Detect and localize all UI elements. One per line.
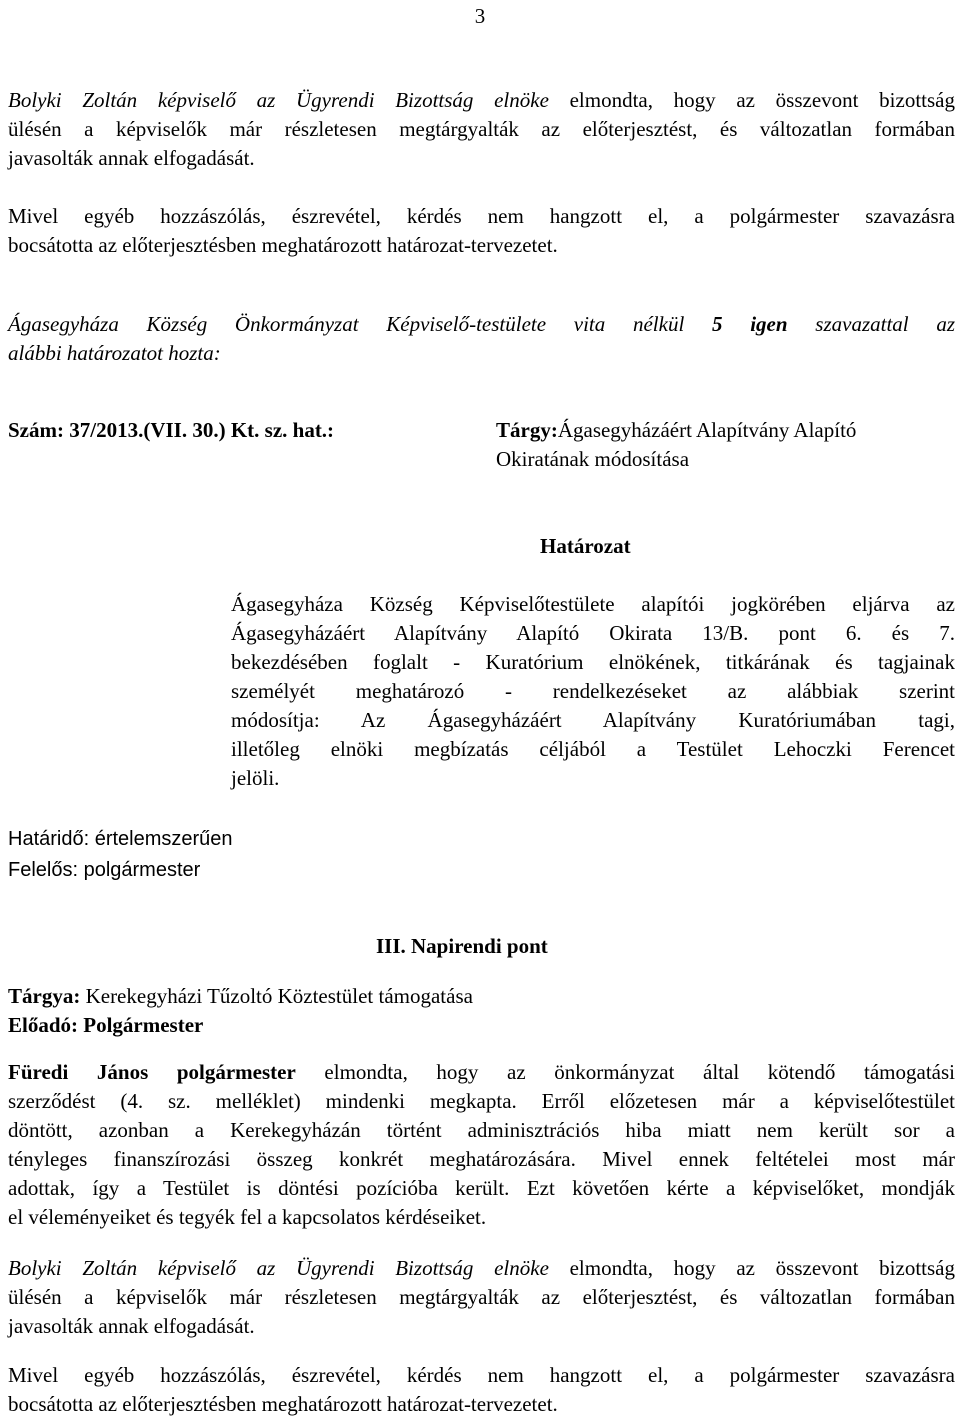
text-line: Mivel egyéb hozzászólás, észrevétel, kérdés nem hangzott el, a polgármester szavazásra — [8, 1363, 955, 1387]
subject-label: Tárgy: — [496, 418, 558, 442]
text-line — [8, 310, 955, 339]
text-line: döntött, azonban a Kerekegyházán történt adminisztrációs hiba miatt nem került sor a — [8, 1118, 955, 1142]
responsible: Felelős: polgármester — [8, 859, 201, 881]
speaker-name: Füredi János polgármester — [8, 1060, 296, 1084]
page-number: 3 — [474, 4, 486, 28]
text-line: javasolták annak elfogadását. — [8, 146, 255, 170]
resolution-number: Szám: 37/2013.(VII. 30.) Kt. sz. hat.: — [8, 418, 335, 442]
text-line: Ágasegyházáért Alapítvány Alapító Okirata 13/B. pont 6. és 7. — [231, 621, 955, 645]
paragraph-vote-result — [8, 310, 955, 368]
paragraph-vote-call-2 — [8, 1361, 955, 1419]
text-fragment: Ágasegyháza Község Önkormányzat Képviselő-testülete vita nélkül — [8, 312, 712, 336]
paragraph-vote-call — [8, 202, 955, 260]
text-line: Ágasegyháza Község Képviselőtestülete alapítói jogkörében eljárva az — [231, 592, 955, 616]
agenda-presenter: Előadó: Polgármester — [8, 1013, 204, 1037]
speaker-name: Bolyki Zoltán képviselő az Ügyrendi Bizottság elnöke — [8, 1256, 549, 1280]
text-line: módosítja: Az Ágasegyházáért Alapítvány Kuratóriumában tagi, — [231, 708, 955, 732]
text-line: személyét meghatározó - rendelkezéseket az alábbiak szerint — [231, 679, 955, 703]
agenda-info — [8, 982, 473, 1040]
paragraph-mayor-report — [8, 1058, 955, 1232]
topic-label: Tárgya: — [8, 984, 81, 1008]
text-fragment: elmondta, hogy az összevont bizottság — [548, 1256, 955, 1280]
text-line: illetőleg elnöki megbízatás céljából a Testület Lehoczki Ferencet — [231, 737, 955, 761]
text-line: Mivel egyéb hozzászólás, észrevétel, kérdés nem hangzott el, a polgármester szavazásra — [8, 204, 955, 228]
topic-text: Kerekegyházi Tűzoltó Köztestület támogatása — [80, 984, 473, 1008]
paragraph-committee-report — [8, 86, 955, 173]
speaker-name: Bolyki Zoltán képviselő az Ügyrendi Bizottság elnöke — [8, 88, 549, 112]
text-line: alábbi határozatot hozta: — [8, 341, 221, 365]
deadline: Határidő: értelemszerűen — [8, 828, 233, 850]
text-line: javasolták annak elfogadását. — [8, 1314, 255, 1338]
text-fragment: szavazattal az — [787, 312, 956, 336]
agenda-topic — [8, 982, 473, 1011]
text-line — [8, 1058, 955, 1087]
resolution-footer — [8, 824, 233, 886]
text-line: el véleményeiket és tegyék fel a kapcsolatos kérdéseiket. — [8, 1205, 487, 1229]
text-fragment: elmondta, hogy az összevont bizottság — [548, 88, 955, 112]
resolution-subject — [496, 416, 956, 474]
text-line: ülésén a képviselők már részletesen megtárgyalták az előterjesztést, és változatlan formában — [8, 1285, 955, 1309]
text-line — [8, 86, 955, 115]
text-line: szerződést (4. sz. melléklet) mindenki megkapta. Erről előzetesen már a képviselőtestület — [8, 1089, 955, 1113]
text-line — [8, 1254, 955, 1283]
text-line: jelöli. — [231, 766, 280, 790]
text-line: ülésén a képviselők már részletesen megtárgyalták az előterjesztést, és változatlan formában — [8, 117, 955, 141]
text-line — [496, 416, 956, 445]
resolution-heading: Határozat — [540, 534, 631, 558]
agenda-heading: III. Napirendi pont — [376, 934, 548, 958]
text-line: tényleges finanszírozási összeg konkrét meghatározására. Mivel ennek feltételei most már — [8, 1147, 955, 1171]
text-fragment: elmondta, hogy az önkormányzat által kötendő támogatási — [295, 1060, 956, 1084]
text-line: bocsátotta az előterjesztésben meghatározott határozat-tervezetet. — [8, 233, 558, 257]
subject-text: Okiratának módosítása — [496, 447, 690, 471]
resolution-body — [231, 590, 955, 793]
paragraph-committee-report-2 — [8, 1254, 955, 1341]
vote-count: 5 igen — [712, 312, 788, 336]
text-line: bekezdésében foglalt - Kuratórium elnökének, titkárának és tagjainak — [231, 650, 955, 674]
subject-text: Ágasegyházáért Alapítvány Alapító — [557, 418, 857, 442]
text-line: bocsátotta az előterjesztésben meghatározott határozat-tervezetet. — [8, 1392, 558, 1416]
text-line: adottak, így a Testület is döntési pozícióba került. Ezt követően kérte a képviselőket, mondják — [8, 1176, 955, 1200]
